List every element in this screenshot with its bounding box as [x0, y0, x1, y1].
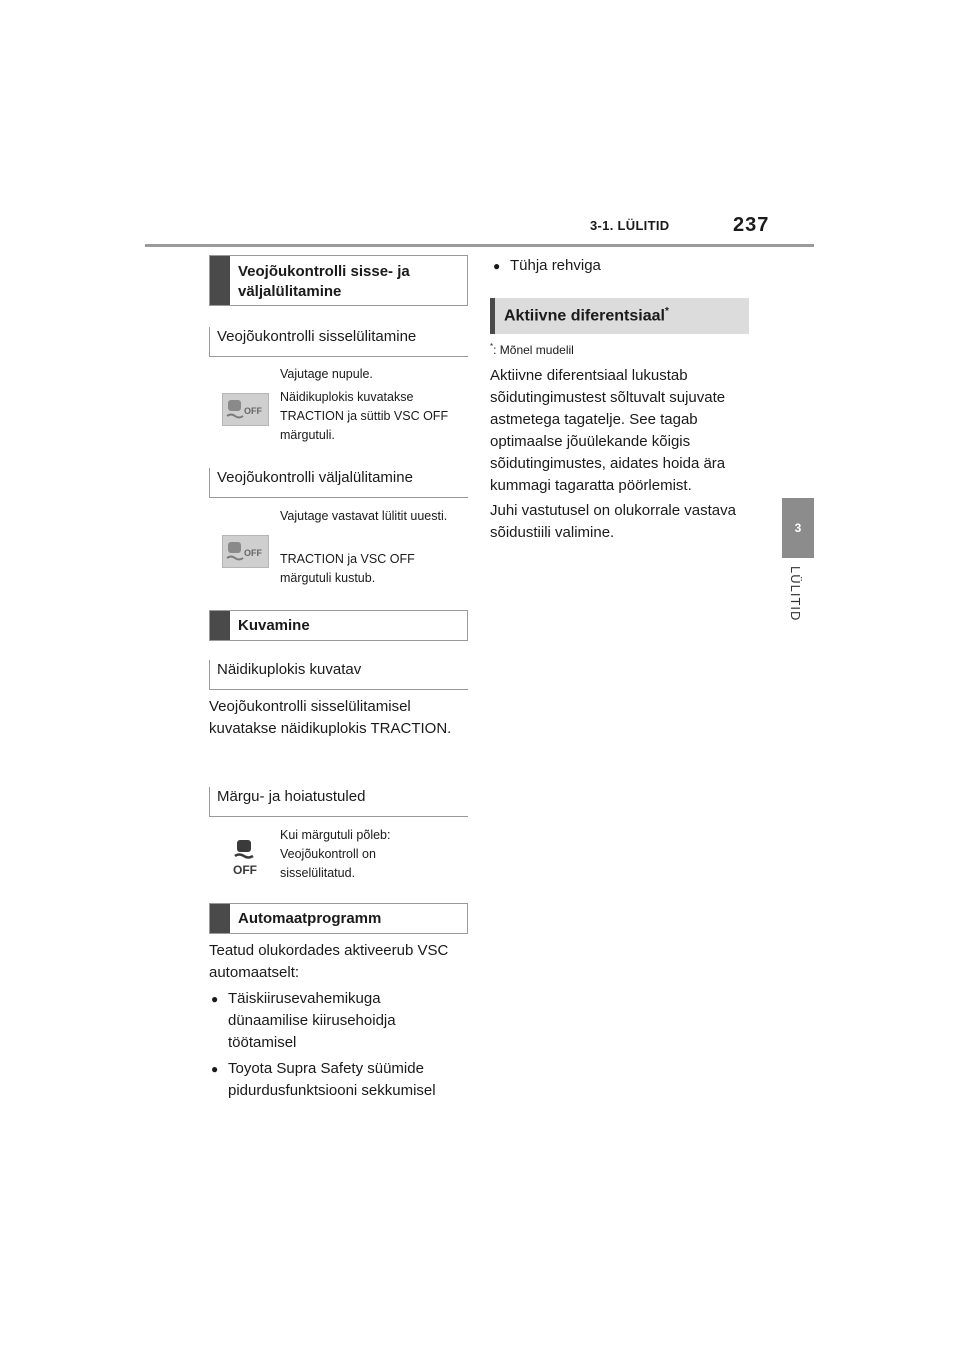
paragraph-display: Veojõukontrolli sisselülitamisel kuvatakse näidikuplokis TRACTION.	[209, 698, 452, 737]
bullet-flat-tyre: ● Tühja rehviga	[510, 255, 740, 277]
indicator-description: Kui märgutuli põleb: Veojõukontroll on sisselülitatud.	[280, 828, 391, 880]
footnote-text: : Mõnel mudelil	[493, 343, 574, 357]
paragraph-driver-responsibility: Juhi vastutusel on olukorrale vastava sõidustiili valimine.	[490, 502, 736, 541]
heading-text: Veojõukontrolli sisse- ja väljalülitamine	[238, 263, 410, 300]
svg-text:OFF: OFF	[233, 863, 257, 877]
section-title: 3-1. LÜLITID	[590, 218, 670, 233]
bullet-cruise-control: ● Täiskiirusevahemikuga dünaamilise kiirusehoidja töötamisel	[228, 988, 458, 1054]
chapter-tab: 3	[782, 498, 814, 558]
heading-bar	[210, 611, 230, 640]
subheading-disable: Veojõukontrolli väljalülitamine	[209, 468, 468, 498]
paragraph-automatic: Teatud olukordades aktiveerub VSC automaatselt:	[209, 942, 449, 981]
heading-box-display	[209, 610, 468, 641]
footnote	[490, 342, 574, 357]
paragraph-differential: Aktiivne diferentsiaal lukustab sõidutingimustest sõltuvalt sujuvate astmetega tagatelje. See tagab optimaalse jõuülekande kõigis sõidutingimustes, aidates hoida ära kummagi tagaratta pöörlemist.	[490, 367, 726, 494]
heading-bar	[210, 904, 230, 933]
heading-text: Kuvamine	[238, 617, 310, 634]
instruction-press-again: Vajutage vastavat lülitit uuesti.	[280, 509, 448, 523]
subheading-display: Näidikuplokis kuvatav	[209, 660, 468, 690]
heading-box-automatic	[209, 903, 468, 934]
subheading-indicators: Märgu- ja hoiatustuled	[209, 787, 468, 817]
heading-box-traction	[209, 255, 468, 306]
traction-off-icon	[222, 393, 269, 426]
subheading-enable: Veojõukontrolli sisselülitamine	[209, 327, 468, 357]
svg-text:OFF: OFF	[244, 406, 262, 416]
asterisk: *	[664, 306, 669, 317]
traction-off-icon-2	[222, 535, 269, 568]
bullet-safety-braking: ● Toyota Supra Safety süümide pidurdusfunktsiooni sekkumisel	[228, 1058, 468, 1102]
heading-label: Aktiivne diferentsiaal	[504, 307, 665, 325]
header-divider	[145, 244, 814, 247]
heading-text: Automaatprogramm	[238, 910, 382, 927]
instruction-press: Vajutage nupule.	[280, 367, 373, 381]
heading-box-active-differential	[490, 298, 749, 334]
chapter-label: LÜLITID	[788, 566, 803, 622]
heading-text	[504, 306, 669, 325]
instruction-result-off: TRACTION ja VSC OFF märgutuli kustub.	[280, 552, 415, 585]
vsc-off-warning-icon	[228, 838, 262, 878]
heading-bar	[210, 256, 230, 305]
svg-text:OFF: OFF	[244, 548, 262, 558]
instruction-result: Näidikuplokis kuvatakse TRACTION ja süttib VSC OFF märgutuli.	[280, 390, 449, 442]
page-number: 237	[733, 214, 770, 236]
footnote-mark: *	[490, 342, 494, 351]
heading-bar	[490, 298, 495, 334]
